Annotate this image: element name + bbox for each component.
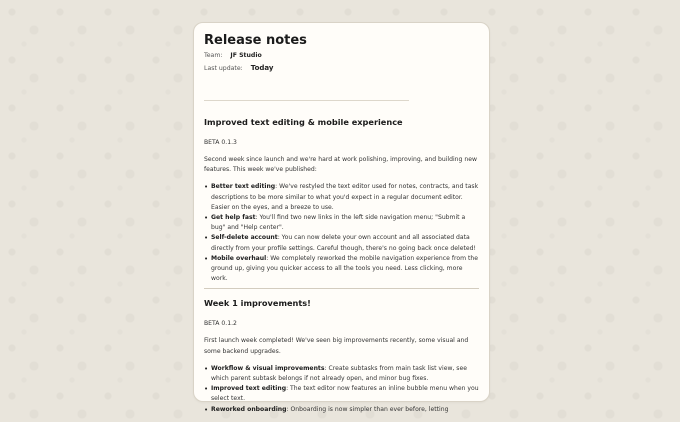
version-label: BETA 0.1.3: [204, 139, 237, 146]
list-item: [204, 233, 479, 253]
item-title: Reworked onboarding: [211, 405, 287, 413]
section-heading: Week 1 improvements!: [204, 298, 311, 309]
bullet-icon: •: [204, 183, 209, 192]
bullet-icon: •: [204, 234, 209, 243]
bullet-icon: •: [204, 385, 209, 394]
item-text: : We completely reworked the mobile navigation experience from the ground up, giving you quicker access to all the tools you need. Less clicking, more work.: [211, 254, 478, 283]
item-title: Better text editing: [211, 183, 276, 191]
section-intro: First launch week completed! We've seen big improvements recently, some visual and some backend upgrades.: [204, 337, 469, 355]
item-text: : You'll find two new links in the left side navigation menu; "Submit a bug" and "Help center".: [211, 214, 466, 232]
list-item: [204, 384, 479, 404]
section-intro: Second week since launch and we're hard at work polishing, improving, and building new features. This week we've published:: [204, 156, 477, 174]
page-title: Release notes: [204, 33, 307, 48]
team-label: Team:: [204, 52, 223, 59]
item-text: : Onboarding is now simpler than ever before, letting: [286, 405, 449, 413]
section-divider: [204, 288, 479, 289]
change-list: [204, 182, 479, 284]
list-item: [204, 405, 479, 415]
last-update-value: Today: [250, 64, 274, 72]
item-text: : We've restyled the text editor used for notes, contracts, and task descriptions to be more similar to what you'd expect in a regular document editor. Easier on the eyes, and a breeze to use.: [211, 183, 479, 211]
list-item: [204, 182, 479, 213]
change-list: [204, 364, 479, 415]
item-text: : You can now delete your own account and all associated data directly from your profile settings. Careful though, there's no going back once deleted!: [211, 234, 476, 252]
item-title: Get help fast: [211, 214, 256, 222]
version-label: BETA 0.1.2: [204, 320, 237, 328]
section-heading: Improved text editing & mobile experience: [204, 117, 403, 127]
item-title: Improved text editing: [211, 385, 287, 393]
bullet-icon: •: [204, 254, 209, 263]
last-update-row: [204, 63, 479, 74]
item-title: Mobile overhaul: [211, 254, 267, 262]
release-section: [204, 117, 479, 284]
release-notes-card: [193, 22, 490, 414]
team-row: [204, 51, 479, 61]
release-notes-content[interactable]: [204, 95, 479, 414]
release-notes-header: [204, 33, 479, 74]
item-text: : Create subtasks from main task list view, see which parent subtask belongs if not already open, and minor bug fixes.: [211, 364, 467, 383]
list-item: [204, 213, 479, 233]
list-item: [204, 254, 479, 285]
team-value: JF Studio: [230, 52, 262, 59]
item-title: Self-delete account: [211, 234, 278, 242]
release-section: [204, 298, 479, 414]
bullet-icon: •: [204, 405, 209, 414]
item-text: : The text editor now features an inline bubble menu when you select text.: [211, 385, 479, 403]
bullet-icon: •: [204, 214, 209, 223]
last-update-label: Last update:: [204, 65, 243, 72]
list-item: [204, 364, 479, 384]
bullet-icon: •: [204, 364, 209, 373]
item-title: Workflow & visual improvements: [211, 364, 325, 372]
